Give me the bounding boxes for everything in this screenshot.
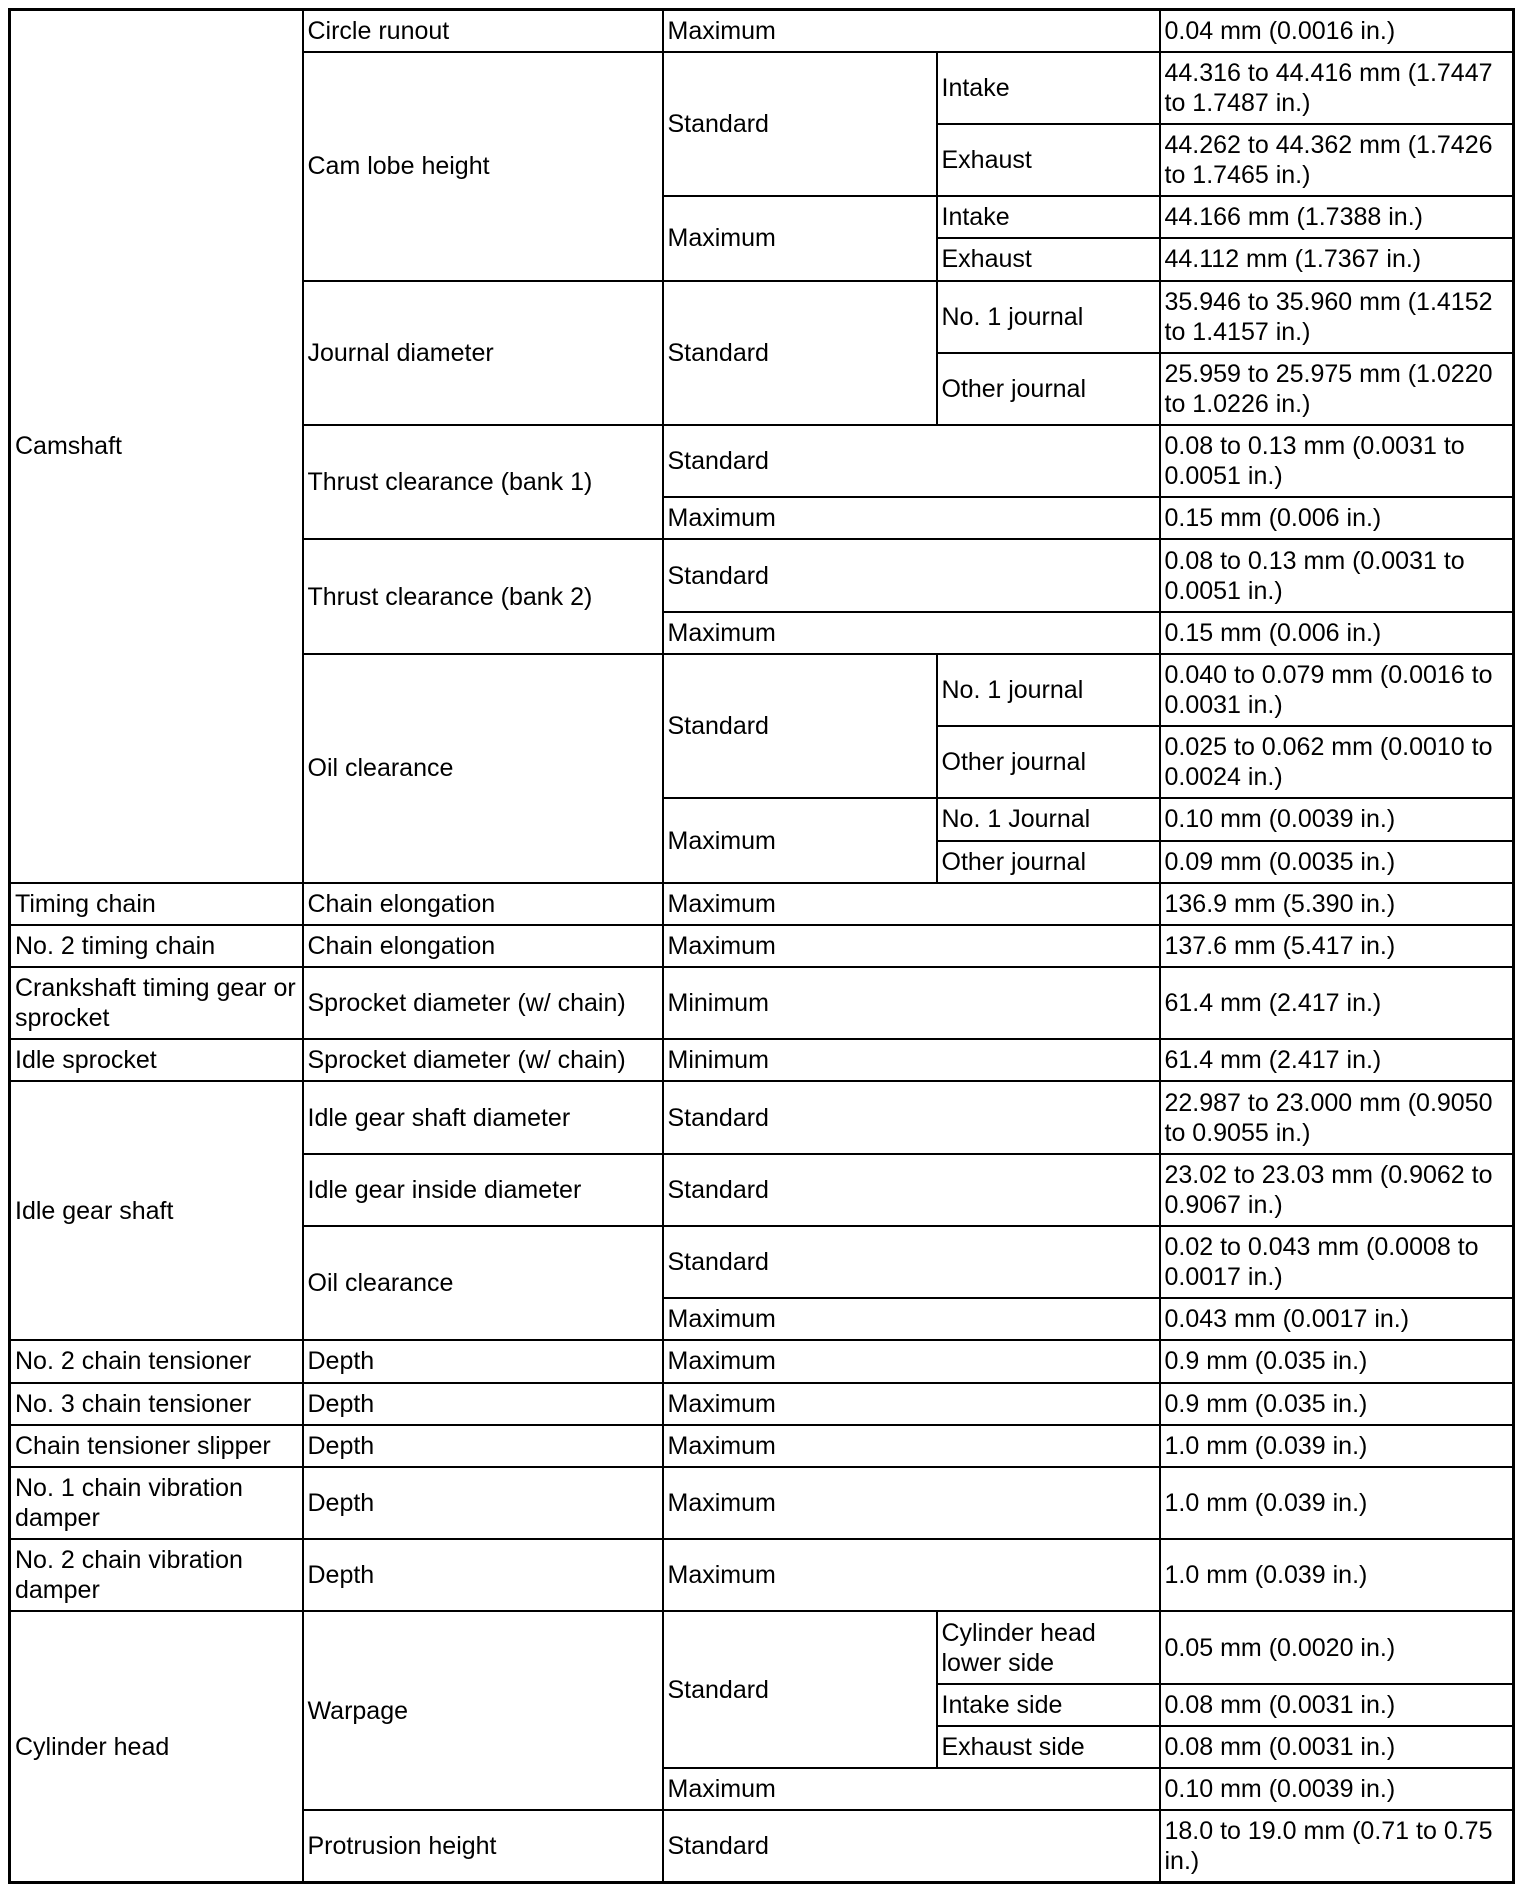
- item-cell: Idle gear inside diameter: [303, 1154, 663, 1226]
- value-cell: 1.0 mm (0.039 in.): [1160, 1539, 1514, 1611]
- condition-cell: Standard: [663, 539, 1160, 611]
- value-cell: 137.6 mm (5.417 in.): [1160, 925, 1514, 967]
- table-row: [10, 1425, 1514, 1467]
- value-cell: 44.166 mm (1.7388 in.): [1160, 196, 1514, 238]
- table-row: [10, 10, 1514, 52]
- condition-cell: Maximum: [663, 798, 937, 882]
- item-cell: Protrusion height: [303, 1810, 663, 1882]
- value-cell: 25.959 to 25.975 mm (1.0220 to 1.0226 in.): [1160, 353, 1514, 425]
- item-cell: Circle runout: [303, 10, 663, 52]
- condition-cell: Maximum: [663, 612, 1160, 654]
- table-row: [10, 1340, 1514, 1382]
- value-cell: 1.0 mm (0.039 in.): [1160, 1467, 1514, 1539]
- value-cell: 18.0 to 19.0 mm (0.71 to 0.75 in.): [1160, 1810, 1514, 1882]
- value-cell: 136.9 mm (5.390 in.): [1160, 883, 1514, 925]
- component-cell: No. 3 chain tensioner: [10, 1383, 303, 1425]
- component-cell: Cylinder head: [10, 1611, 303, 1882]
- table-row: [10, 1467, 1514, 1539]
- table-row: [10, 1383, 1514, 1425]
- value-cell: 1.0 mm (0.039 in.): [1160, 1425, 1514, 1467]
- condition-cell: Standard: [663, 1611, 937, 1768]
- subitem-cell: Intake: [937, 196, 1160, 238]
- condition-cell: Maximum: [663, 925, 1160, 967]
- table-row: [10, 967, 1514, 1039]
- subitem-cell: No. 1 journal: [937, 654, 1160, 726]
- value-cell: 44.316 to 44.416 mm (1.7447 to 1.7487 in.): [1160, 52, 1514, 124]
- value-cell: 22.987 to 23.000 mm (0.9050 to 0.9055 in.): [1160, 1081, 1514, 1153]
- condition-cell: Standard: [663, 425, 1160, 497]
- item-cell: Thrust clearance (bank 2): [303, 539, 663, 653]
- subitem-cell: No. 1 journal: [937, 281, 1160, 353]
- subitem-cell: Intake side: [937, 1684, 1160, 1726]
- value-cell: 0.10 mm (0.0039 in.): [1160, 1768, 1514, 1810]
- condition-cell: Maximum: [663, 1298, 1160, 1340]
- value-cell: 0.02 to 0.043 mm (0.0008 to 0.0017 in.): [1160, 1226, 1514, 1298]
- condition-cell: Standard: [663, 1081, 1160, 1153]
- subitem-cell: Exhaust side: [937, 1726, 1160, 1768]
- value-cell: 0.15 mm (0.006 in.): [1160, 612, 1514, 654]
- subitem-cell: Other journal: [937, 841, 1160, 883]
- value-cell: 0.15 mm (0.006 in.): [1160, 497, 1514, 539]
- condition-cell: Maximum: [663, 1383, 1160, 1425]
- condition-cell: Standard: [663, 281, 937, 426]
- value-cell: 0.08 to 0.13 mm (0.0031 to 0.0051 in.): [1160, 425, 1514, 497]
- table-row: [10, 925, 1514, 967]
- item-cell: Oil clearance: [303, 1226, 663, 1340]
- item-cell: Idle gear shaft diameter: [303, 1081, 663, 1153]
- subitem-cell: Exhaust: [937, 124, 1160, 196]
- item-cell: Warpage: [303, 1611, 663, 1810]
- item-cell: Oil clearance: [303, 654, 663, 883]
- value-cell: 0.043 mm (0.0017 in.): [1160, 1298, 1514, 1340]
- condition-cell: Standard: [663, 1810, 1160, 1882]
- condition-cell: Minimum: [663, 967, 1160, 1039]
- condition-cell: Standard: [663, 1154, 1160, 1226]
- item-cell: Journal diameter: [303, 281, 663, 426]
- item-cell: Cam lobe height: [303, 52, 663, 281]
- value-cell: 44.262 to 44.362 mm (1.7426 to 1.7465 in.): [1160, 124, 1514, 196]
- value-cell: 0.08 to 0.13 mm (0.0031 to 0.0051 in.): [1160, 539, 1514, 611]
- item-cell: Depth: [303, 1383, 663, 1425]
- subitem-cell: Intake: [937, 52, 1160, 124]
- condition-cell: Standard: [663, 52, 937, 197]
- table-row: [10, 1081, 1514, 1153]
- value-cell: 35.946 to 35.960 mm (1.4152 to 1.4157 in.): [1160, 281, 1514, 353]
- value-cell: 0.05 mm (0.0020 in.): [1160, 1611, 1514, 1683]
- condition-cell: Maximum: [663, 1768, 1160, 1810]
- condition-cell: Maximum: [663, 497, 1160, 539]
- value-cell: 61.4 mm (2.417 in.): [1160, 1039, 1514, 1081]
- item-cell: Chain elongation: [303, 883, 663, 925]
- item-cell: Chain elongation: [303, 925, 663, 967]
- subitem-cell: Exhaust: [937, 238, 1160, 280]
- value-cell: 61.4 mm (2.417 in.): [1160, 967, 1514, 1039]
- condition-cell: Maximum: [663, 1539, 1160, 1611]
- item-cell: Sprocket diameter (w/ chain): [303, 1039, 663, 1081]
- component-cell: No. 2 chain vibration damper: [10, 1539, 303, 1611]
- value-cell: 0.08 mm (0.0031 in.): [1160, 1726, 1514, 1768]
- value-cell: 0.025 to 0.062 mm (0.0010 to 0.0024 in.): [1160, 726, 1514, 798]
- component-cell: Chain tensioner slipper: [10, 1425, 303, 1467]
- value-cell: 0.040 to 0.079 mm (0.0016 to 0.0031 in.): [1160, 654, 1514, 726]
- table-row: [10, 1539, 1514, 1611]
- component-cell: Crankshaft timing gear or sprocket: [10, 967, 303, 1039]
- table-row: [10, 883, 1514, 925]
- condition-cell: Maximum: [663, 1340, 1160, 1382]
- condition-cell: Maximum: [663, 196, 937, 280]
- item-cell: Thrust clearance (bank 1): [303, 425, 663, 539]
- value-cell: 44.112 mm (1.7367 in.): [1160, 238, 1514, 280]
- condition-cell: Maximum: [663, 1425, 1160, 1467]
- condition-cell: Maximum: [663, 10, 1160, 52]
- item-cell: Depth: [303, 1539, 663, 1611]
- condition-cell: Maximum: [663, 883, 1160, 925]
- value-cell: 23.02 to 23.03 mm (0.9062 to 0.9067 in.): [1160, 1154, 1514, 1226]
- value-cell: 0.08 mm (0.0031 in.): [1160, 1684, 1514, 1726]
- subitem-cell: Other journal: [937, 726, 1160, 798]
- component-cell: No. 2 chain tensioner: [10, 1340, 303, 1382]
- component-cell: Idle gear shaft: [10, 1081, 303, 1340]
- condition-cell: Maximum: [663, 1467, 1160, 1539]
- item-cell: Depth: [303, 1340, 663, 1382]
- condition-cell: Minimum: [663, 1039, 1160, 1081]
- subitem-cell: Other journal: [937, 353, 1160, 425]
- subitem-cell: Cylinder head lower side: [937, 1611, 1160, 1683]
- component-cell: Idle sprocket: [10, 1039, 303, 1081]
- condition-cell: Standard: [663, 1226, 1160, 1298]
- subitem-cell: No. 1 Journal: [937, 798, 1160, 840]
- condition-cell: Standard: [663, 654, 937, 799]
- item-cell: Sprocket diameter (w/ chain): [303, 967, 663, 1039]
- specification-table: [8, 8, 1515, 1884]
- value-cell: 0.04 mm (0.0016 in.): [1160, 10, 1514, 52]
- component-cell: No. 1 chain vibration damper: [10, 1467, 303, 1539]
- item-cell: Depth: [303, 1467, 663, 1539]
- value-cell: 0.09 mm (0.0035 in.): [1160, 841, 1514, 883]
- component-cell: No. 2 timing chain: [10, 925, 303, 967]
- value-cell: 0.9 mm (0.035 in.): [1160, 1383, 1514, 1425]
- value-cell: 0.9 mm (0.035 in.): [1160, 1340, 1514, 1382]
- value-cell: 0.10 mm (0.0039 in.): [1160, 798, 1514, 840]
- table-row: [10, 1611, 1514, 1683]
- component-cell: Timing chain: [10, 883, 303, 925]
- component-cell: Camshaft: [10, 10, 303, 883]
- item-cell: Depth: [303, 1425, 663, 1467]
- table-row: [10, 1039, 1514, 1081]
